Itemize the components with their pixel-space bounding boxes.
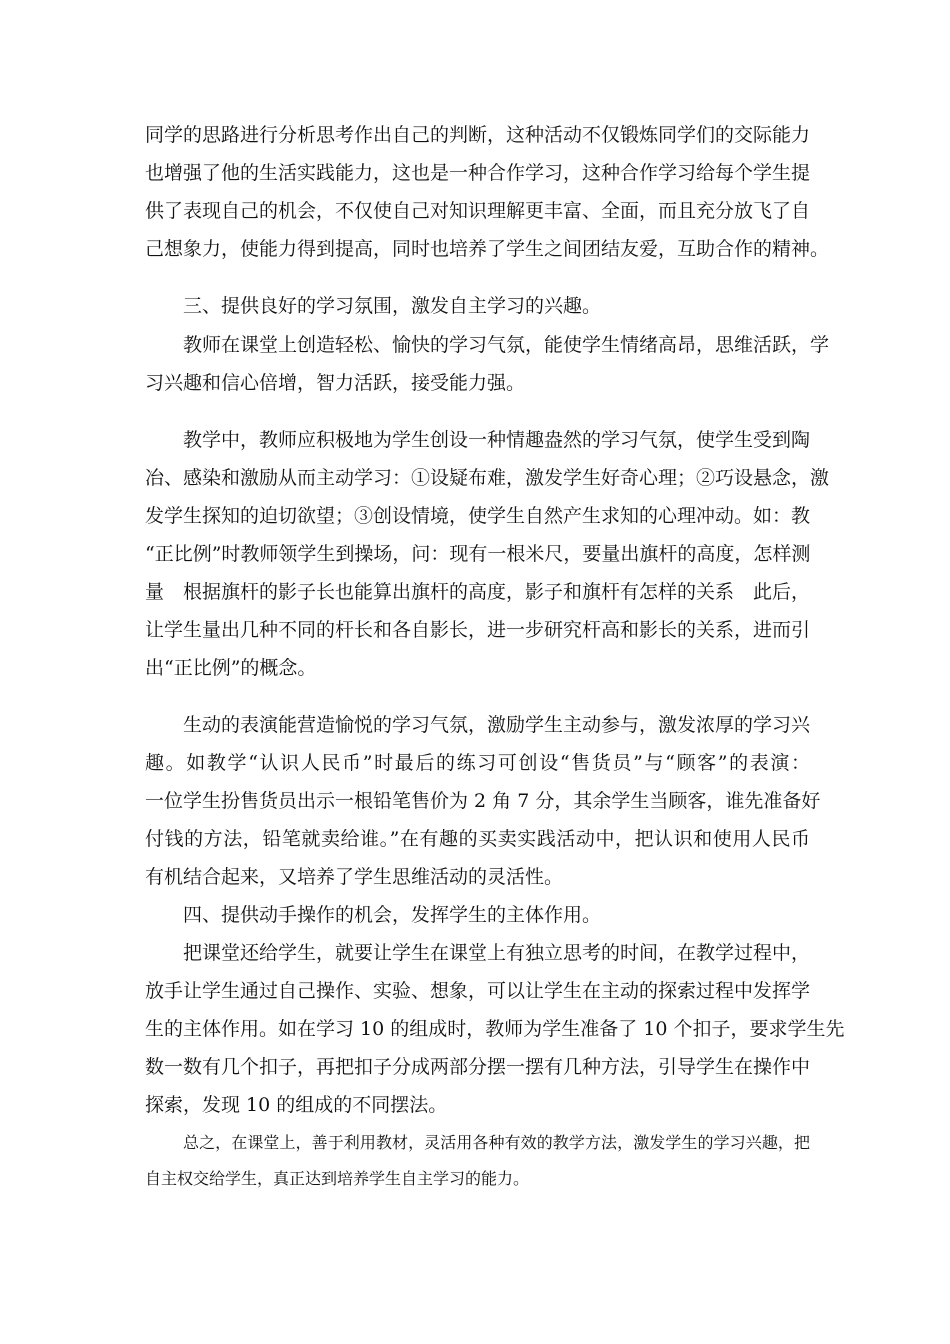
text-line: 付钱的方法，铅笔就卖给谁。”在有趣的买卖实践活动中，把认识和使用人民币 — [145, 828, 810, 850]
conclusion-line: 总之，在课堂上，善于利用教材，灵活用各种有效的教学方法，激发学生的学习兴趣，把 — [183, 1133, 810, 1152]
text-line: 把课堂还给学生，就要让学生在课堂上有独立思考的时间，在教学过程中， — [183, 942, 811, 964]
text-line: 生的主体作用。如在学习 10 的组成时，教师为学生准备了 10 个扣子，要求学生先 — [145, 1018, 845, 1040]
text-line: 放手让学生通过自己操作、实验、想象，可以让学生在主动的探索过程中发挥学 — [145, 980, 811, 1002]
text-line: 趣。如教学“认识人民币”时最后的练习可创设“售货员”与“顾客”的表演： — [145, 752, 810, 774]
text-line: 己想象力，使能力得到提高，同时也培养了学生之间团结友爱，互助合作的精神。 — [145, 238, 830, 260]
conclusion-line: 自主权交给学生，真正达到培养学生自主学习的能力。 — [145, 1169, 530, 1188]
text-line: 发学生探知的迫切欲望；③创设情境，使学生自然产生求知的心理冲动。如：教 — [145, 505, 811, 527]
text-line: 出“正比例”的概念。 — [145, 657, 317, 679]
section-heading: 四、提供动手操作的机会，发挥学生的主体作用。 — [183, 904, 602, 926]
text-line: 探索，发现 10 的组成的不同摆法。 — [145, 1094, 448, 1116]
section-heading: 三、提供良好的学习氛围，激发自主学习的兴趣。 — [183, 295, 602, 317]
text-line: 生动的表演能营造愉悦的学习气氛，激励学生主动参与，激发浓厚的学习兴 — [183, 714, 811, 736]
text-line: 同学的思路进行分析思考作出自己的判断，这种活动不仅锻炼同学们的交际能力 — [145, 124, 811, 146]
text-line: 量 根据旗杆的影子长也能算出旗杆的高度，影子和旗杆有怎样的关系 此后， — [145, 581, 811, 603]
text-line: 有机结合起来，又培养了学生思维活动的灵活性。 — [145, 866, 564, 888]
text-line: 习兴趣和信心倍增，智力活跃，接受能力强。 — [145, 372, 526, 394]
text-line: 让学生量出几种不同的杆长和各自影长，进一步研究杆高和影长的关系，进而引 — [145, 619, 811, 641]
text-line: 也增强了他的生活实践能力，这也是一种合作学习，这种合作学习给每个学生提 — [145, 162, 811, 184]
text-line: 数一数有几个扣子，再把扣子分成两部分摆一摆有几种方法，引导学生在操作中 — [145, 1056, 811, 1078]
text-line: “正比例”时教师领学生到操场，问：现有一根米尺，要量出旗杆的高度，怎样测 — [145, 543, 811, 565]
text-line: 教师在课堂上创造轻松、愉快的学习气氛，能使学生情绪高昂，思维活跃，学 — [183, 334, 830, 356]
text-line: 供了表现自己的机会，不仅使自己对知识理解更丰富、全面，而且充分放飞了自 — [145, 200, 811, 222]
text-line: 一位学生扮售货员出示一根铅笔售价为 2 角 7 分，其余学生当顾客，谁先准备好 — [145, 790, 821, 812]
text-line: 教学中，教师应积极地为学生创设一种情趣盎然的学习气氛，使学生受到陶 — [183, 429, 811, 451]
text-line: 冶、感染和激励从而主动学习：①设疑布难，激发学生好奇心理；②巧设悬念，激 — [145, 467, 830, 489]
